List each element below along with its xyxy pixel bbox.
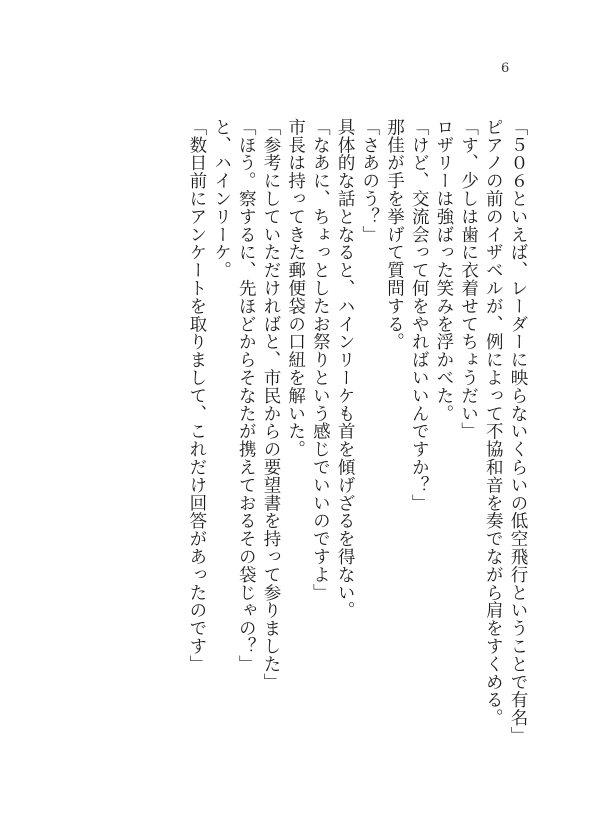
- text-line: 「けど、交流会って何をやればいいんですか？」: [409, 118, 430, 512]
- text-line: 「参考にしていただければと、市民からの要望書を持って参りました」: [260, 118, 281, 691]
- page-number: 6: [501, 61, 510, 76]
- text-line: 「なあに、ちょっとしたお祭りという感じでいいのですよ」: [310, 118, 331, 602]
- text-line: と、ハインリーケ。: [211, 118, 232, 280]
- text-line: ピアノの前のイザベルが、例によって不協和音を奏でながら肩をすくめる。: [483, 118, 504, 727]
- text-line: 市長は持ってきた郵便袋の口紐を解いた。: [285, 118, 306, 459]
- vertical-text-body: [184, 118, 530, 745]
- text-line: 那佳が手を挙げて質問する。: [384, 118, 405, 351]
- text-line: 「数日前にアンケートを取りまして、これだけ回答があったのです」: [186, 118, 207, 673]
- text-line: ロザリーは強ばった笑みを浮かべた。: [433, 118, 454, 423]
- text-line: 「ほう。察するに、先ほどからそなたが携えておるその袋じゃの？」: [236, 118, 257, 673]
- text-line: 「５０６といえば、レーダーに映らないくらいの低空飛行ということで有名」: [508, 118, 528, 745]
- text-line: 「さあのう？」: [359, 118, 380, 244]
- text-line: 具体的な話となると、ハインリーケも首を傾げざるを得ない。: [335, 118, 356, 620]
- text-line: 「す、少しは歯に衣着せてちょうだい」: [458, 118, 479, 441]
